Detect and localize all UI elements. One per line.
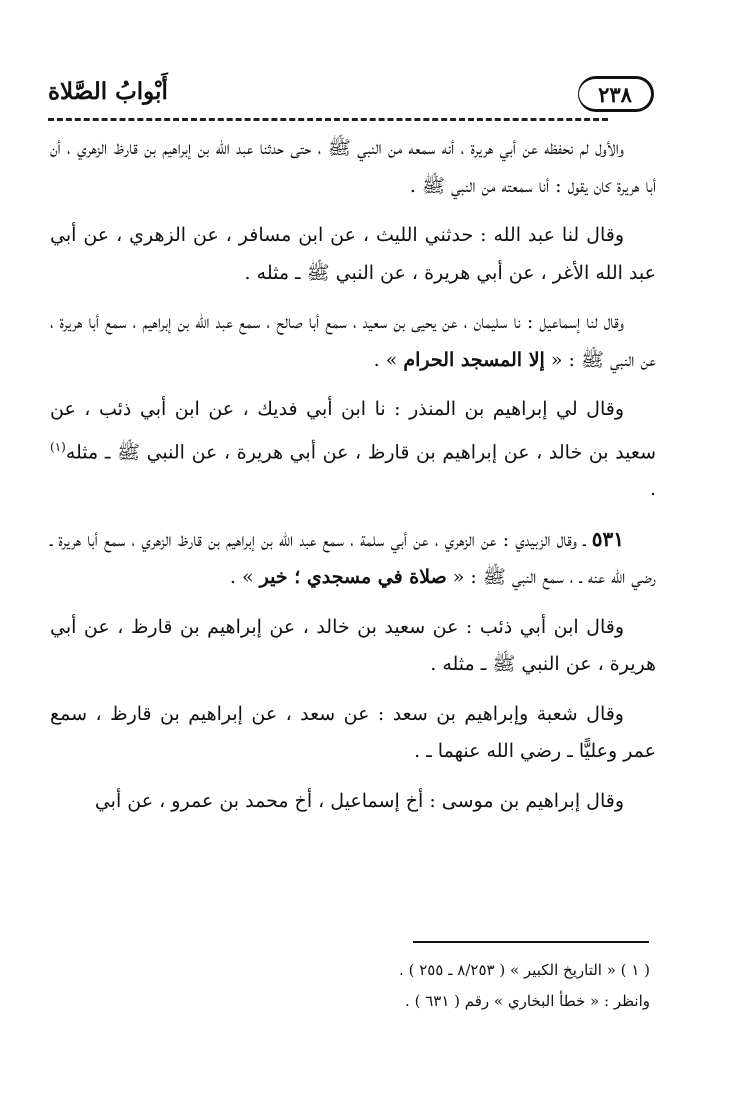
page-number: ٢٣٨ [578,76,654,112]
paragraph-3-text-before: وقال لنا إسماعيل : نا سليمان ، عن يحيى بن سعيد ، سمع أبا صالح ، سمع عبد الله بن إبراهيم ، سمع أبا هريرة ، عن النبي ﷺ : « [50,311,656,371]
paragraph-4 [50,391,656,509]
paragraph-5-text-after: » . [229,566,260,589]
header-rule [48,118,608,121]
paragraph-7: وقال شعبة وإبراهيم بن سعد : عن سعد ، عن إبراهيم بن قارظ ، سمع عمر وعليًّا ـ رضي الله عنهما ـ . [50,702,656,763]
footnote-2: وانظر : « خطأ البخاري » رقم ( ٦٣١ ) . [405,992,650,1010]
paragraph-5-quote: صلاة في مسجدي ؛ خير [259,566,447,589]
body-text [50,130,656,832]
paragraph-1: والأول لم نحفظه عن أبي هريرة ، أنه سمعه من النبي ﷺ ، حتى حدثنا عبد الله بن إبراهيم بن قارظ الزهري ، أن أبا هريرة كان يقول : أنا سمعته من النبي ﷺ . [50,137,656,197]
paragraph-5 [50,521,656,597]
paragraph-3-quote: إلا المسجد الحرام [403,348,545,371]
footnote-ref-1[interactable]: (١) [50,439,66,454]
page-header [48,72,654,118]
paragraph-3 [50,304,656,379]
running-title: أَبْوابُ الصَّلاة [48,78,168,105]
footnotes [300,955,650,1017]
paragraph-4-text-after: . [649,478,656,501]
paragraph-2: وقال لنا عبد الله : حدثني الليث ، عن ابن مسافر ، عن الزهري ، عن أبي عبد الله الأغر ، عن أبي هريرة ، عن النبي ﷺ ـ مثله . [50,224,656,284]
hadith-number: ٥٣١ [591,526,624,551]
paragraph-8: وقال إبراهيم بن موسى : أخ إسماعيل ، أخ محمد بن عمرو ، عن أبي [94,789,624,812]
paragraph-5-text-before: ـ وقال الزبيدي : عن الزهري ، عن أبي سلمة ، سمع عبد الله بن إبراهيم بن قارظ الزهري ، سمع أبا هريرة ـ رضي الله عنه ـ ، سمع النبي ﷺ : « [50,528,656,589]
paragraph-4-text-before: وقال لي إبراهيم بن المنذر : نا ابن أبي فديك ، عن ابن أبي ذئب ، عن سعيد بن خالد ، عن إبراهيم بن قارظ ، عن أبي هريرة ، عن النبي ﷺ ـ مثله [50,398,656,463]
footnote-separator [413,941,649,943]
footnote-1: ( ١ ) « التاريخ الكبير » ( ٨/٢٥٣ ـ ٢٥٥ ) . [399,961,650,979]
paragraph-6: وقال ابن أبي ذئب : عن سعيد بن خالد ، عن إبراهيم بن قارظ ، عن أبي هريرة ، عن النبي ﷺ ـ مثله . [50,615,656,676]
paragraph-3-text-after: » . [373,348,404,371]
